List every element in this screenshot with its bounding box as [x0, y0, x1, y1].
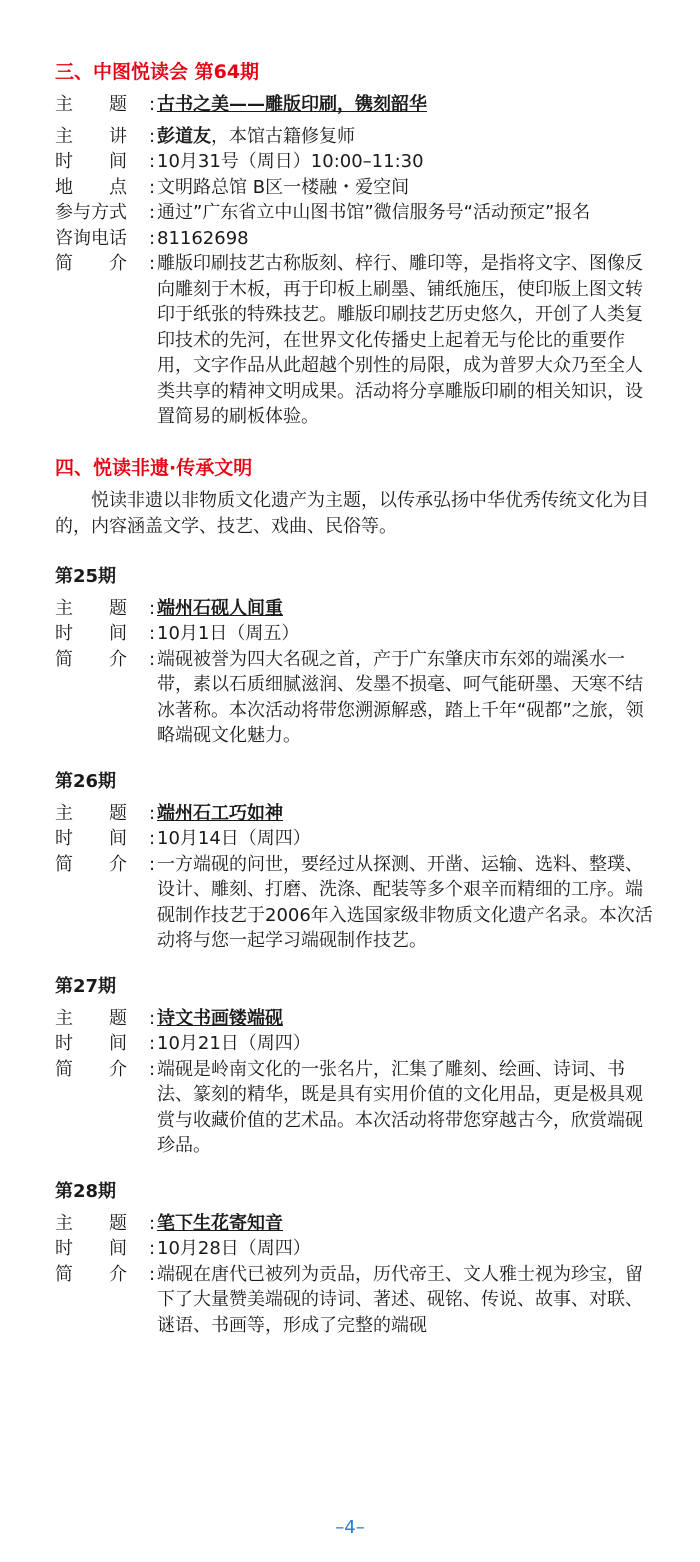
issue-heading: 第26期 [55, 770, 117, 792]
topic-row [55, 596, 655, 622]
event-time: 10月31号（周日）10:00–11:30 [157, 151, 424, 172]
issue-heading: 第27期 [55, 975, 117, 997]
field-label: 时 间 : [55, 1033, 156, 1054]
issue-time: 10月28日（周四） [157, 1238, 311, 1259]
lecturer-value: 彭道友，本馆古籍修复师 [157, 125, 355, 147]
field-label: 地 点 : [55, 176, 156, 198]
event-topic: 古书之美——雕版印刷，镌刻韶华 [157, 94, 427, 115]
lecturer-name: 彭道友 [157, 125, 211, 147]
intro-row [55, 647, 655, 749]
field-label: 时 间 : [55, 828, 156, 849]
intro-row [55, 852, 655, 954]
event-location: 文明路总馆 B区一楼融・爱空间 [157, 176, 410, 198]
field-label: 简 介 : [55, 253, 156, 274]
topic-row [55, 92, 655, 118]
participation-row [55, 200, 655, 226]
document-page [55, 58, 655, 1338]
field-label: 咨询电话 : [55, 227, 156, 249]
participation-method: 通过”广东省立中山图书馆”微信服务号“活动预定”报名 [157, 202, 591, 223]
time-row [55, 621, 655, 647]
section-title-4: 四、悦读非遗·传承文明 [55, 456, 253, 479]
field-label: 简 介 : [55, 1263, 156, 1285]
issue-heading: 第25期 [55, 565, 117, 587]
time-row [55, 826, 655, 852]
field-label: 主 题 : [55, 1212, 156, 1234]
issue-description: 一方端砚的问世，要经过从探测、开凿、运输、选料、整璞、设计、雕刻、打磨、洗涤、配装等多个艰辛而精细的工序。端砚制作技艺于2006年入选国家级非物质文化遗产名录。本次活动将与您一起学习端砚制作技艺。 [157, 853, 653, 951]
location-row [55, 175, 655, 201]
field-label: 主 题 : [55, 94, 156, 115]
issue-topic: 端州石砚人间重 [157, 597, 283, 619]
field-label: 时 间 : [55, 151, 156, 172]
intro-row [55, 1262, 655, 1339]
event-description: 雕版印刷技艺古称版刻、梓行、雕印等，是指将文字、图像反向雕刻于木板，再于印板上刷墨、铺纸施压，使印版上图文转印于纸张的特殊技艺。雕版印刷技艺历史悠久，开创了人类复印技术的先河，在世界文化传播史上起着无与伦比的重要作用，文字作品从此超越个别性的局限，成为普罗大众乃至全人类共享的精神文明成果。活动将分享雕版印刷的相关知识，设置简易的刷板体验。 [157, 253, 643, 427]
issue-time: 10月14日（周四） [157, 828, 311, 849]
section-title-3: 三、中图悦读会 第64期 [55, 61, 260, 83]
phone-row [55, 226, 655, 252]
field-label: 主 题 : [55, 597, 156, 619]
field-label: 主 题 : [55, 1007, 156, 1029]
issue-description: 端砚被誉为四大名砚之首，产于广东肇庆市东郊的端溪水一带，素以石质细腻滋润、发墨不损毫、呵气能研墨、天寒不结冰著称。本次活动将带您溯源解惑，踏上千年“砚都”之旅，领略端砚文化魅力。 [157, 648, 644, 746]
issue-description: 端砚在唐代已被列为贡品，历代帝王、文人雅士视为珍宝，留下了大量赞美端砚的诗词、著述、砚铭、传说、故事、对联、谜语、书画等，形成了完整的端砚 [157, 1263, 643, 1336]
page-number: –4– [335, 1517, 365, 1538]
time-row [55, 1031, 655, 1057]
issue-description: 端砚是岭南文化的一张名片，汇集了雕刻、绘画、诗词、书法、篆刻的精华，既是具有实用价值的文化用品，更是极具观赏与收藏价值的艺术品。本次活动将带您穿越古今，欣赏端砚珍品。 [157, 1058, 643, 1156]
lecturer-row [55, 124, 655, 150]
issue-heading: 第28期 [55, 1180, 117, 1202]
field-label: 主 讲 : [55, 125, 156, 147]
issue-time: 10月1日（周五） [157, 623, 300, 644]
intro-row [55, 251, 655, 430]
issue-topic: 笔下生花寄知音 [157, 1212, 283, 1234]
section-intro: 悦读非遗以非物质文化遗产为主题，以传承弘扬中华优秀传统文化为目的，内容涵盖文学、技艺、戏曲、民俗等。 [55, 489, 649, 537]
issue-topic: 诗文书画镂端砚 [157, 1007, 283, 1029]
field-label: 简 介 : [55, 1058, 156, 1080]
issue-time: 10月21日（周四） [157, 1033, 311, 1054]
time-row [55, 149, 655, 175]
field-label: 时 间 : [55, 623, 156, 644]
field-label: 简 介 : [55, 648, 156, 670]
topic-row [55, 1006, 655, 1032]
contact-phone: 81162698 [157, 227, 249, 249]
field-label: 时 间 : [55, 1238, 156, 1259]
field-label: 主 题 : [55, 802, 156, 824]
issue-topic: 端州石工巧如神 [157, 802, 283, 824]
field-label: 参与方式 : [55, 202, 156, 223]
field-label: 简 介 : [55, 853, 156, 875]
intro-row [55, 1057, 655, 1159]
topic-row [55, 1211, 655, 1237]
time-row [55, 1236, 655, 1262]
topic-row [55, 801, 655, 827]
